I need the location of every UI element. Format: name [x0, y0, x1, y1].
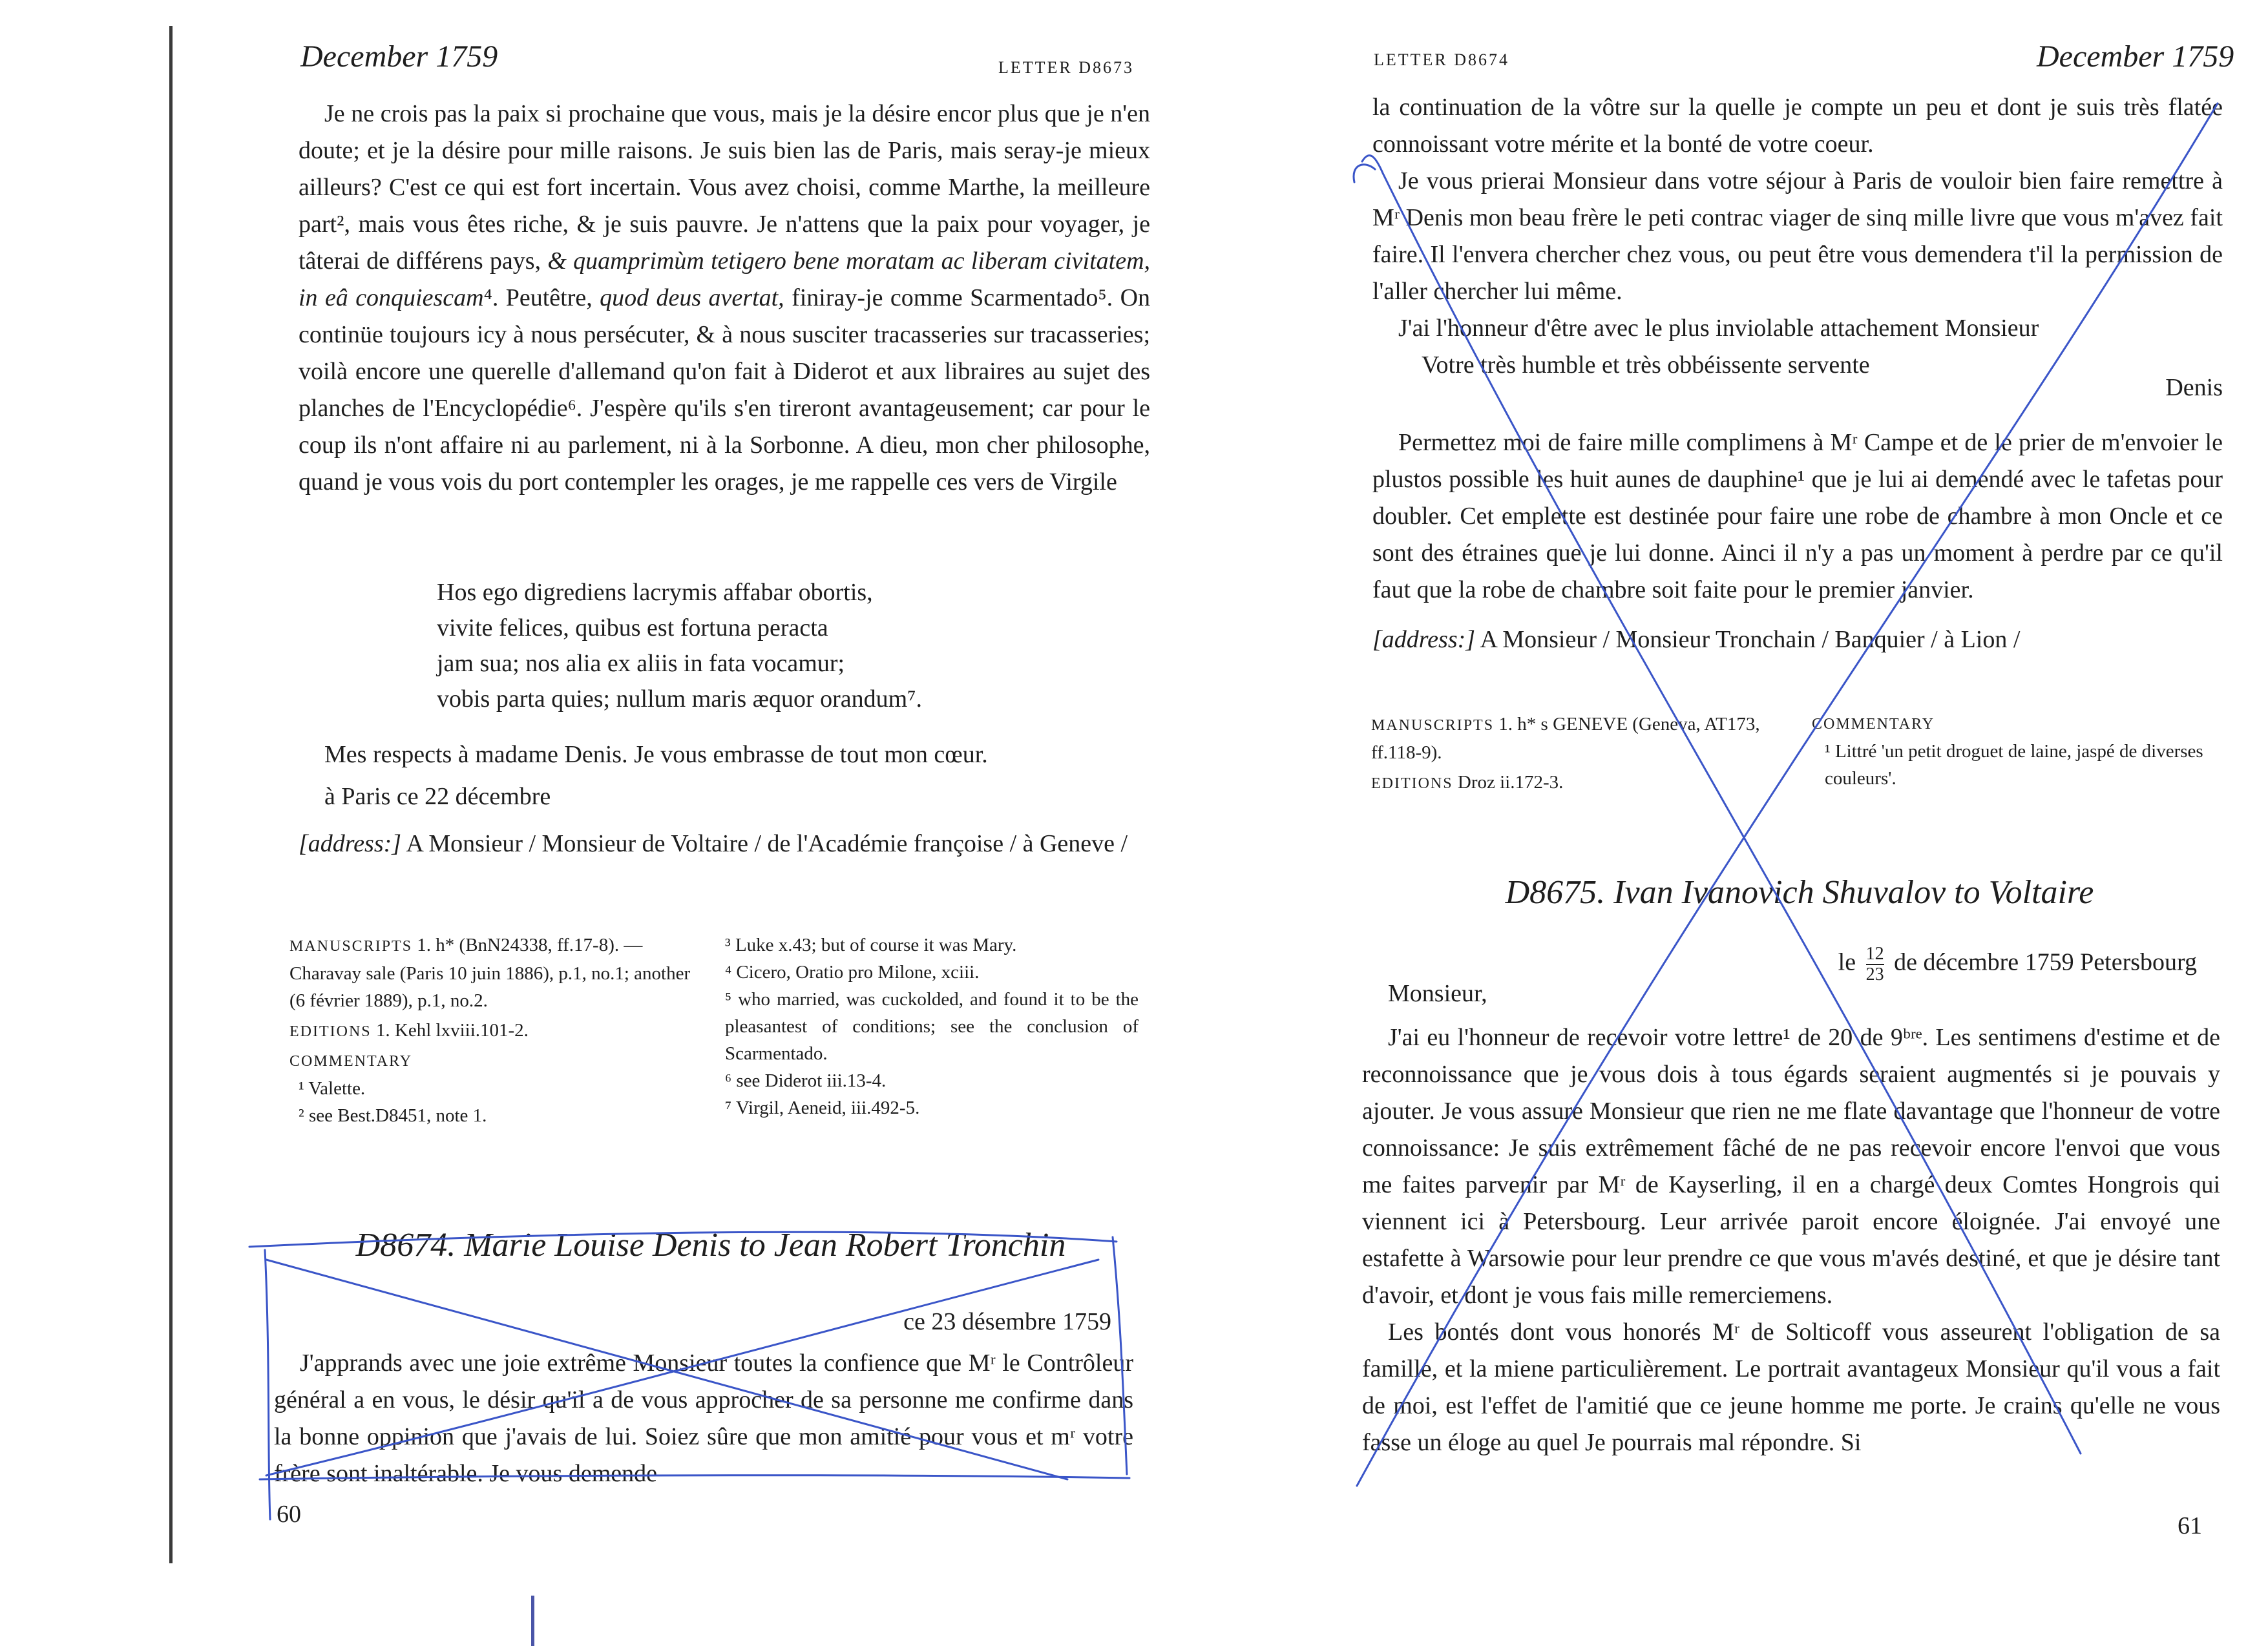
letter-d8675-date: le $\frac{12}{23}$ de décembre 1759 Petersbourg: [1838, 944, 2197, 984]
letter-d8674-title: D8674. Marie Louise Denis to Jean Robert Tronchin: [355, 1227, 1066, 1264]
note-commentary-label: COMMENTARY: [1812, 716, 1935, 733]
note-item: ² see Best.D8451, note 1.: [299, 1105, 487, 1126]
right-header-letter: LETTER D8674: [1374, 50, 1510, 69]
paragraph: Les bontés dont vous honorés Mʳ de Solticoff vous asseurent l'obligation de sa famille, et la miene particulièrement. Le portrait avantageux Monsieur qu'il vous a fait de moi, est l'effet de l'amitié que ce jeune homme me porte. Je crains qu'elle ne vous fasse un éloge au quel Je pourrais mal répondre. Si: [1362, 1318, 2220, 1456]
right-header-date: December 1759: [2037, 39, 2234, 74]
scan-edge: [169, 26, 173, 1563]
verse-line: Hos ego digrediens lacrymis affabar obortis,: [437, 579, 873, 606]
note-commentary-label: COMMENTARY: [289, 1053, 413, 1070]
virgil-verse: [437, 575, 1083, 717]
letter-d8674-body: [274, 1345, 1133, 1492]
paragraph: Permettez moi de faire mille complimens à Mʳ Campe et de le prier de m'envoier le plustos possible les huit aunes de dauphine¹ que je lui ai demendé avec le tafetas pour doubler. Cet emplette est destinée pour faire une robe de chambre à mon Oncle et ce sont des étraines que je lui donne. Ainci il n'y a pas un moment à perdre par ce qu'il faut que la robe de chambre soit faite pour le premier janvier.: [1372, 429, 2223, 603]
note-manuscripts: MANUSCRIPTS 1. h* s GENEVE (Geneva, AT173, ff.118-9).: [1371, 714, 1760, 763]
left-notes-col1: [289, 932, 709, 1129]
pen-box-left: [265, 1250, 270, 1519]
salutation: Monsieur,: [1388, 980, 1487, 1007]
paragraph: Je ne crois pas la paix si prochaine que vous, mais je la désire encor plus que je n'en doute; et je la désire pour mille raisons. Je suis bien las de Paris, mais seray-je mieux ailleurs? C'est ce qui est fort incertain. Vous avez choisi, comme Marthe, la meilleure part², mais vous êtes riche, & je suis pauvre. Je n'attens que la paix pour voyager, je tâterai de différens pays, & quamprimùm tetigero bene moratam ac liberam civitatem, in eâ conquiescam⁴. Peutêtre, quod deus avertat, finiray-je comme Scarmentado⁵. On continüe toujours icy à nous persécuter, & à nous susciter tracasseries sur tracasseries; voilà encore une querelle d'allemand qu'on fait à Diderot et aux libraires au sujet des planches de l'Encyclopédie⁶. J'espère qu'ils s'en tireront avantageusement; car pour le coup ils n'ont affaire ni au parlement, ni à la Sorbonne. A dieu, mon cher philosophe, quand je vous vois du port contempler les orages, je me rappelle ces vers de Virgile: [299, 100, 1151, 495]
place-date: à Paris ce 22 décembre: [324, 783, 551, 810]
right-address: [address:] A Monsieur / Monsieur Tronchain / Banquier / à Lion /: [1372, 626, 2021, 653]
verse-line: vobis parta quies; nullum maris æquor orandum⁷.: [437, 685, 922, 713]
note-editions: EDITIONS 1. Kehl lxviii.101-2.: [289, 1020, 529, 1041]
right-notes-col1: [1371, 711, 1785, 797]
left-address: [address:] A Monsieur / Monsieur de Voltaire / de l'Académie françoise / à Geneve /: [299, 830, 1128, 857]
paragraph: la continuation de la vôtre sur la quelle je compte un peu et dont je suis très flatée connoissant votre mérite et la bonté de votre coeur.: [1372, 94, 2223, 158]
note-item: ³ Luke x.43; but of course it was Mary.: [725, 935, 1017, 955]
letter-d8675-body: [1362, 1019, 2220, 1461]
right-notes-col2: [1812, 711, 2225, 792]
note-item: ¹ Littré 'un petit droguet de laine, jaspé de diverses couleurs'.: [1825, 741, 2203, 789]
respects-line: Mes respects à madame Denis. Je vous embrasse de tout mon cœur.: [324, 741, 988, 768]
letter-d8674-date: ce 23 désembre 1759: [903, 1308, 1111, 1335]
spine-mark: [531, 1596, 534, 1646]
verse-line: jam sua; nos alia ex aliis in fata vocamur;: [437, 650, 845, 677]
verse-line: vivite felices, quibus est fortuna peracta: [437, 614, 828, 641]
left-notes-col2: [725, 932, 1139, 1121]
left-header-letter: LETTER D8673: [998, 58, 1135, 77]
page-number-left: 60: [277, 1501, 301, 1528]
closing-line: J'ai l'honneur d'être avec le plus inviolable attachement Monsieur: [1398, 315, 2039, 342]
note-item: ⁵ who married, was cuckolded, and found it to be the pleasantest of conditions; see the conclusion of Scarmentado.: [725, 989, 1139, 1064]
left-letter-body: [299, 96, 1150, 501]
left-header-date: December 1759: [300, 39, 498, 74]
left-closing: [299, 736, 1150, 862]
note-item: ⁴ Cicero, Oratio pro Milone, xciii.: [725, 962, 980, 983]
paragraph: J'apprands avec une joie extrême Monsieur toutes la confience que Mʳ le Contrôleur général a en vous, le désir qu'il a de vous approcher de sa personne me confirme dans la bonne oppinion que j'avais de lui. Soiez sûre que mon amitié pour vous et mʳ votre frère sont inaltérable. Je vous demende: [274, 1349, 1133, 1487]
note-item: ⁷ Virgil, Aeneid, iii.492-5.: [725, 1098, 920, 1118]
paragraph: Je vous prierai Monsieur dans votre séjour à Paris de vouloir bien faire remettre à Mʳ Denis mon beau frère le peti contrac viager de sinq mille livre que vous m'avez fait faire. Il l'envera chercher chez vous, ou peut être vous demendera t'il la permission de l'aller chercher lui même.: [1372, 167, 2223, 305]
page-number-right: 61: [2178, 1512, 2202, 1539]
note-item: ⁶ see Diderot iii.13-4.: [725, 1070, 887, 1091]
note-editions: EDITIONS Droz ii.172-3.: [1371, 772, 1564, 793]
letter-d8675-title: D8675. Ivan Ivanovich Shuvalov to Voltaire: [1505, 874, 2094, 911]
right-letter-continuation: [1372, 89, 2223, 658]
paragraph: J'ai eu l'honneur de recevoir votre lettre¹ de 20 de 9ᵇʳᵉ. Les sentimens d'estime et de reconnoissance que je vous dois à tous égards seraient augmentés si je pouvais y ajouter. Je vous assure Monsieur que rien ne me flate davantage que l'honneur de votre connoissance: Je suis extrêmement fâché de ne pas recevoir encore l'envoi que vous me faites parvenir par Mʳ de Kayserling, il en a chargé deux Comtes Hongrois qui viennent ici à Petersbourg. Leur arrivée paroit encore éloignée. J'ai envoyé une estafette à Warsowie pour leur prendre ce que vous m'avés destiné, et que je désire tant d'avoir, et dont je vous fais mille remerciemens.: [1362, 1024, 2220, 1309]
closing-line: Votre très humble et très obbéissente servente: [1422, 351, 1870, 379]
note-item: ¹ Valette.: [299, 1078, 366, 1099]
note-manuscripts: MANUSCRIPTS 1. h* (BnN24338, ff.17-8). — Charavay sale (Paris 10 juin 1886), p.1, no.1; another (6 février 1889), p.1, no.2.: [289, 935, 691, 1011]
signature: Denis: [2165, 374, 2223, 401]
